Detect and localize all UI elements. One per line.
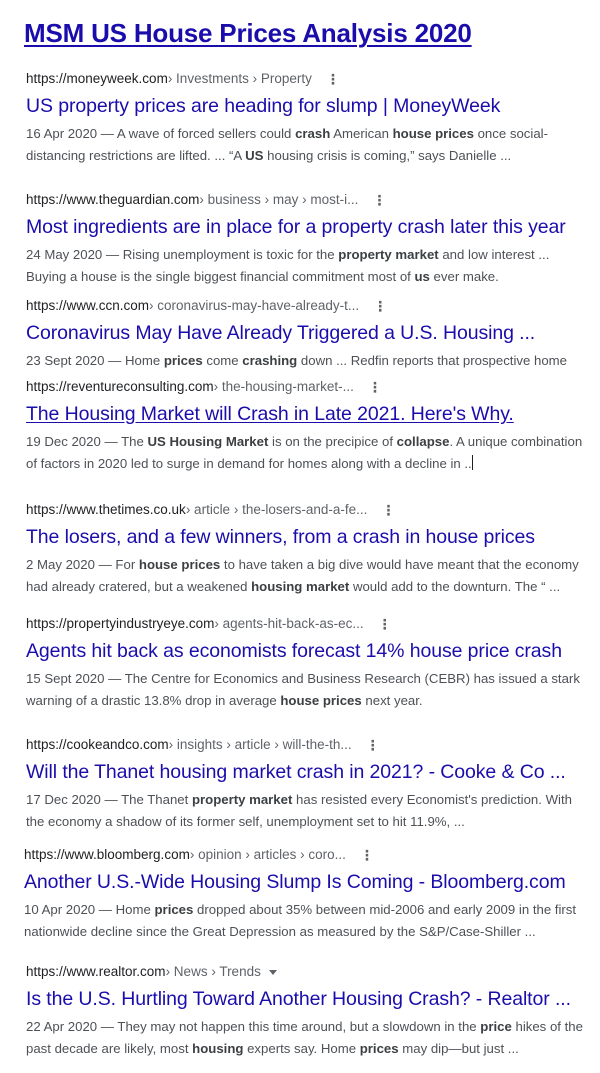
snippet-segment: come — [202, 353, 243, 368]
snippet-text — [26, 557, 579, 594]
snippet-text — [24, 902, 576, 939]
result-snippet — [26, 789, 591, 833]
more-options-icon[interactable]: ⋮ — [381, 502, 396, 518]
result-date: 24 May 2020 — [26, 247, 103, 262]
more-options-icon[interactable]: ⋮ — [372, 192, 387, 208]
result-snippet — [26, 668, 591, 712]
search-result — [26, 378, 591, 475]
result-breadcrumb: › business › may › most-i... — [199, 192, 359, 207]
text-cursor — [472, 455, 473, 470]
result-domain: https://www.theguardian.com — [26, 192, 200, 207]
snippet-keyword: property market — [191, 792, 293, 807]
snippet-keyword: property market — [338, 247, 439, 262]
result-breadcrumb: › insights › article › will-the-th... — [168, 737, 352, 752]
result-cite[interactable] — [26, 191, 591, 209]
result-breadcrumb: › News › Trends — [165, 964, 261, 979]
search-result — [26, 70, 591, 167]
snippet-segment: to have taken a big dive would have meant that the economy had already cratered, but a weakened — [26, 557, 579, 594]
result-domain: https://cookeandco.com — [26, 737, 169, 752]
result-breadcrumb: › coronavirus-may-have-already-t... — [149, 298, 360, 313]
result-snippet — [26, 1016, 591, 1060]
snippet-segment: next year. — [361, 693, 423, 708]
more-options-icon[interactable]: ⋮ — [365, 737, 380, 753]
result-title-link[interactable]: The losers, and a few winners, from a crash in house prices — [26, 526, 535, 548]
search-result — [26, 736, 591, 833]
snippet-keyword: prices — [359, 1041, 399, 1056]
snippet-segment: — The Thanet — [100, 792, 192, 807]
snippet-segment: dropped about 35% between mid-2006 and early 2009 in the first nationwide decline since the Great Depression as measured by the S&P/Case-Shiller ... — [24, 902, 577, 939]
snippet-segment: would add to the downturn. The “ ... — [349, 579, 561, 594]
snippet-keyword: house prices — [138, 557, 221, 572]
snippet-segment: — A wave of forced sellers could — [97, 126, 296, 141]
snippet-keyword: house prices — [392, 126, 474, 141]
snippet-keyword: crashing — [242, 353, 298, 368]
result-cite[interactable] — [26, 963, 591, 981]
result-cite[interactable] — [26, 297, 591, 315]
result-date: 15 Sept 2020 — [26, 671, 105, 686]
snippet-segment: . A unique combination of factors in 2020 led to surge in demand for homes along with a decline in .. — [26, 434, 583, 471]
result-date: 2 May 2020 — [26, 557, 95, 572]
snippet-keyword: housing — [192, 1041, 244, 1056]
search-result — [26, 963, 591, 1060]
result-domain: https://www.ccn.com — [26, 298, 150, 313]
result-snippet — [26, 554, 591, 598]
snippet-text — [26, 671, 580, 708]
snippet-segment: experts say. Home — [243, 1041, 360, 1056]
snippet-segment: — The Centre for Economics and Business Research (CEBR) has issued a stark warning of a drastic 13.8% drop in average — [26, 671, 580, 708]
result-date: 17 Dec 2020 — [26, 792, 101, 807]
search-result — [26, 615, 591, 712]
snippet-segment: ever make. — [429, 269, 499, 284]
snippet-segment: has resisted every Economist's prediction. With the economy a shadow of its former self, unemployment set to hit 11.9%, ... — [26, 792, 572, 829]
snippet-segment: — The — [100, 434, 148, 449]
search-result — [26, 501, 591, 598]
more-options-icon[interactable]: ⋮ — [373, 298, 388, 314]
snippet-segment: — Home — [104, 353, 164, 368]
search-result — [26, 191, 591, 288]
snippet-text — [26, 1019, 583, 1056]
snippet-segment: — They may not happen this time around, but a slowdown in the — [97, 1019, 481, 1034]
snippet-segment: and low interest ... Buying a house is the single biggest financial commitment most of — [26, 247, 550, 284]
result-domain: https://moneyweek.com — [26, 71, 168, 86]
snippet-keyword: prices — [154, 902, 194, 917]
result-title-link[interactable]: Will the Thanet housing market crash in 2021? - Cooke & Co ... — [26, 761, 566, 783]
snippet-segment: once social-distancing restrictions are lifted. ... “A — [26, 126, 548, 163]
snippet-segment: — Home — [95, 902, 155, 917]
result-title-link[interactable]: Is the U.S. Hurtling Toward Another Housing Crash? - Realtor ... — [26, 988, 571, 1010]
snippet-keyword: US Housing Market — [147, 434, 269, 449]
search-result — [24, 846, 589, 943]
snippet-segment: may dip—but just ... — [398, 1041, 519, 1056]
result-domain: https://www.realtor.com — [26, 964, 166, 979]
result-title-link[interactable]: Another U.S.-Wide Housing Slump Is Coming - Bloomberg.com — [24, 871, 566, 893]
result-snippet — [26, 350, 591, 372]
snippet-segment: down ... Redfin reports that prospective home — [297, 353, 567, 368]
result-breadcrumb: › article › the-losers-and-a-fe... — [185, 502, 368, 517]
result-breadcrumb: › the-housing-market-... — [213, 379, 354, 394]
snippet-keyword: price — [480, 1019, 512, 1034]
result-breadcrumb: › agents-hit-back-as-ec... — [214, 616, 364, 631]
result-title-link[interactable]: Coronavirus May Have Already Triggered a U.S. Housing ... — [26, 322, 536, 344]
result-date: 22 Apr 2020 — [26, 1019, 98, 1034]
search-result — [26, 297, 591, 372]
result-breadcrumb: › Investments › Property — [167, 71, 312, 86]
result-date: 23 Sept 2020 — [26, 353, 105, 368]
snippet-text — [26, 247, 549, 284]
more-options-icon[interactable]: ⋮ — [377, 616, 392, 632]
more-options-icon[interactable]: ⋮ — [367, 379, 382, 395]
result-title-link[interactable]: US property prices are heading for slump | MoneyWeek — [26, 95, 501, 117]
result-snippet — [26, 244, 591, 288]
result-date: 16 Apr 2020 — [26, 126, 98, 141]
snippet-keyword: house prices — [280, 693, 362, 708]
result-breadcrumb: › opinion › articles › coro... — [189, 847, 346, 862]
result-cite[interactable] — [26, 736, 591, 754]
result-date: 10 Apr 2020 — [24, 902, 96, 917]
snippet-segment: — Rising unemployment is toxic for the — [102, 247, 339, 262]
snippet-text — [26, 126, 548, 163]
snippet-keyword: housing market — [251, 579, 350, 594]
result-domain: https://reventureconsulting.com — [26, 379, 214, 394]
snippet-text — [104, 353, 567, 368]
result-cite[interactable] — [26, 378, 591, 396]
snippet-keyword: crash — [295, 126, 331, 141]
result-domain: https://www.bloomberg.com — [24, 847, 190, 862]
result-title-link[interactable]: The Housing Market will Crash in Late 2021. Here's Why. — [26, 403, 514, 425]
snippet-segment: is on the precipice of — [268, 434, 397, 449]
result-date: 19 Dec 2020 — [26, 434, 101, 449]
more-options-icon[interactable]: ⋮ — [359, 847, 374, 863]
snippet-keyword: us — [414, 269, 430, 284]
snippet-segment: American — [330, 126, 393, 141]
more-options-icon[interactable]: ⋮ — [325, 71, 340, 87]
snippet-keyword: prices — [163, 353, 203, 368]
page-title: MSM US House Prices Analysis 2020 — [24, 18, 472, 48]
snippet-segment: — For — [94, 557, 139, 572]
result-cite[interactable] — [26, 615, 591, 633]
result-snippet — [24, 899, 589, 943]
snippet-segment: housing crisis is coming,” says Danielle ... — [263, 148, 512, 163]
snippet-keyword: collapse — [396, 434, 450, 449]
result-domain: https://propertyindustryeye.com — [26, 616, 215, 631]
snippet-text — [26, 792, 572, 829]
result-snippet — [26, 123, 591, 167]
snippet-text — [26, 434, 582, 471]
chevron-down-icon[interactable] — [269, 970, 277, 975]
result-cite[interactable] — [24, 846, 589, 864]
result-title-link[interactable]: Most ingredients are in place for a property crash later this year — [26, 216, 566, 238]
result-snippet — [26, 431, 591, 475]
result-title-link[interactable]: Agents hit back as economists forecast 14% house price crash — [26, 640, 562, 662]
snippet-keyword: US — [245, 148, 264, 163]
result-domain: https://www.thetimes.co.uk — [26, 502, 186, 517]
result-cite[interactable] — [26, 70, 591, 88]
snippet-segment: hikes of the past decade are likely, most — [26, 1019, 583, 1056]
result-cite[interactable] — [26, 501, 591, 519]
